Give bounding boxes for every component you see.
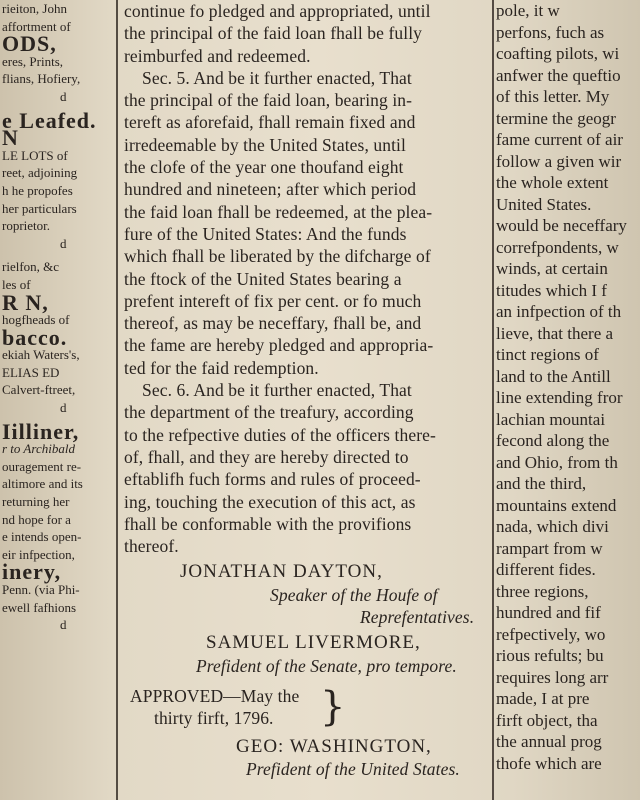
left-line-5: d <box>60 88 67 104</box>
left-line-34: d <box>60 617 67 633</box>
left-line-25: ouragement re- <box>2 458 82 474</box>
speaker-title-1: Speaker of the Houfe of <box>270 584 438 605</box>
right-line-24: nada, which divi <box>496 517 609 536</box>
left-line-24: r to Archibald <box>2 441 75 457</box>
act-line-8: hundred and nineteen; after which period <box>124 179 417 200</box>
act-line-0: continue fo pledged and appropriated, until <box>124 1 431 21</box>
right-line-26: different fides. <box>496 560 596 579</box>
right-line-12: winds, at certain <box>496 259 608 278</box>
left-line-33: ewell fafhions <box>2 599 77 615</box>
act-line-1: the principal of the faid loan fhall be fully <box>124 23 423 44</box>
left-line-27: returning her <box>2 494 70 510</box>
right-column <box>482 0 640 800</box>
right-line-21: and Ohio, from th <box>496 452 618 472</box>
act-line-18: the department of the treafury, according <box>124 402 414 423</box>
left-line-30: eir infpection, <box>2 546 75 562</box>
right-line-20: fecond along the <box>496 431 610 450</box>
left-line-22: d <box>60 400 67 416</box>
approved-block <box>120 685 492 730</box>
right-line-33: firft object, tha <box>496 710 598 730</box>
right-line-19: lachian mountai <box>496 409 606 429</box>
left-line-0: rieiton, John <box>2 1 67 16</box>
right-line-29: refpectively, wo <box>496 624 606 644</box>
left-line-11: her particulars <box>2 200 77 216</box>
right-line-27: three regions, <box>496 581 589 601</box>
act-line-12: the ftock of the United States bearing a <box>124 268 402 289</box>
act-line-16: ted for the faid redemption. <box>124 357 319 378</box>
act-line-13: prefent intereft of fix per cent. or fo much <box>124 290 422 311</box>
right-line-2: coafting pilots, wi <box>496 44 620 63</box>
act-line-14: thereof, as may be neceffary, fhall be, and <box>124 313 422 334</box>
signature-block <box>120 561 492 780</box>
president-name: SAMUEL LIVERMORE, <box>206 632 421 654</box>
left-line-29: e intends open- <box>2 529 82 545</box>
right-line-16: tinct regions of <box>496 345 599 364</box>
right-line-11: correfpondents, w <box>496 237 619 257</box>
left-line-19: ekiah Waters's, <box>2 347 80 363</box>
right-line-35: thofe which are <box>496 753 602 773</box>
act-line-11: which fhall be liberated by the difcharge of <box>124 246 431 267</box>
right-line-34: the annual prog <box>496 732 602 751</box>
act-line-15: the fame are hereby pledged and appropria- <box>124 335 434 356</box>
right-line-23: mountains extend <box>496 495 617 515</box>
left-line-23: Iilliner, <box>2 418 80 444</box>
right-line-9: United States. <box>496 194 592 214</box>
speaker-title-2: Reprefentatives. <box>360 607 475 628</box>
right-line-13: titudes which I f <box>496 280 607 300</box>
act-line-24: thereof. <box>124 536 179 557</box>
act-line-9: the faid loan fhall be redeemed, at the plea- <box>124 201 433 222</box>
act-line-20: of, fhall, and they are hereby directed to <box>124 446 409 467</box>
brace-glyph: } <box>320 683 346 730</box>
left-line-8: LE LOTS of <box>2 147 68 163</box>
left-line-20: ELIAS ED <box>2 364 60 380</box>
act-line-19: to the refpective duties of the officers there- <box>124 424 436 445</box>
act-line-22: ing, touching the execution of this act, as <box>124 491 416 512</box>
act-line-2: reimburfed and redeemed. <box>124 45 311 66</box>
right-line-25: rampart from w <box>496 538 603 558</box>
left-line-7: N <box>2 125 19 151</box>
right-line-28: hundred and fif <box>496 603 601 622</box>
left-line-13: d <box>60 235 67 251</box>
right-line-4: of this letter. My <box>496 87 610 106</box>
right-line-10: would be neceffary <box>496 216 627 235</box>
right-line-7: follow a given wir <box>496 151 622 171</box>
act-line-6: irredeemable by the United States, until <box>124 134 406 155</box>
left-line-2: ODS, <box>2 31 57 57</box>
left-line-26: altimore and its <box>2 476 83 492</box>
washington-title: Prefident of the United States. <box>246 758 460 779</box>
column-rule-left <box>116 0 118 800</box>
left-line-14: rielfon, &c <box>2 259 60 275</box>
act-line-7: the clofe of the year one thoufand eight <box>124 157 404 178</box>
act-line-21: eftablifh fuch forms and rules of proceed- <box>124 469 421 490</box>
act-line-4: the principal of the faid loan, bearing in- <box>124 90 413 111</box>
approved-line-1: APPROVED—May the <box>130 685 300 706</box>
left-line-28: nd hope for a <box>2 511 71 527</box>
right-line-32: made, I at pre <box>496 689 590 708</box>
left-line-21: Calvert-ftreet, <box>2 382 76 398</box>
act-line-5: tereft as aforefaid, fhall remain fixed and <box>124 112 416 133</box>
left-column <box>0 0 112 800</box>
right-line-30: rious refults; bu <box>496 646 604 665</box>
left-line-32: Penn. (via Phi- <box>2 582 80 597</box>
right-line-5: termine the geogr <box>496 108 616 128</box>
left-line-4: flians, Hofiery, <box>2 71 81 87</box>
right-line-3: anfwer the queftio <box>496 65 621 85</box>
approved-line-2: thirty firft, 1796. <box>154 708 274 729</box>
right-line-14: an infpection of th <box>496 302 622 321</box>
middle-column <box>120 0 492 800</box>
right-line-22: and the third, <box>496 474 587 493</box>
washington-name: GEO: WASHINGTON, <box>236 735 432 757</box>
left-line-16: R N, <box>2 289 49 315</box>
left-line-12: roprietor. <box>2 218 51 234</box>
act-text <box>120 0 492 557</box>
act-line-17: Sec. 6. And be it further enacted, That <box>142 380 412 401</box>
right-line-31: requires long arr <box>496 667 609 687</box>
left-line-10: h he propofes <box>2 182 73 198</box>
left-line-6: e Leafed. <box>2 107 97 133</box>
act-line-3: Sec. 5. And be it further enacted, That <box>142 67 412 88</box>
act-line-10: fure of the United States: And the funds <box>124 223 407 244</box>
right-line-6: fame current of air <box>496 130 623 149</box>
right-line-8: the whole extent <box>496 173 609 192</box>
right-line-15: lieve, that there a <box>496 323 614 343</box>
left-line-9: reet, adjoining <box>2 165 78 181</box>
right-line-1: perfons, fuch as <box>496 22 605 42</box>
speaker-name: JONATHAN DAYTON, <box>180 561 383 583</box>
right-line-18: line extending fror <box>496 388 623 407</box>
president-title: Prefident of the Senate, pro tempore. <box>196 655 457 676</box>
left-line-18: bacco. <box>2 324 68 350</box>
right-line-17: land to the Antill <box>496 366 611 386</box>
left-line-15: les of <box>2 276 31 292</box>
left-line-17: hogfheads of <box>2 312 70 328</box>
left-line-1: affortment of <box>2 18 71 34</box>
left-line-3: eres, Prints, <box>2 53 64 69</box>
left-line-31: inery, <box>2 559 62 585</box>
act-line-23: fhall be conformable with the provifions <box>124 513 412 534</box>
right-line-0: pole, it w <box>496 1 560 20</box>
